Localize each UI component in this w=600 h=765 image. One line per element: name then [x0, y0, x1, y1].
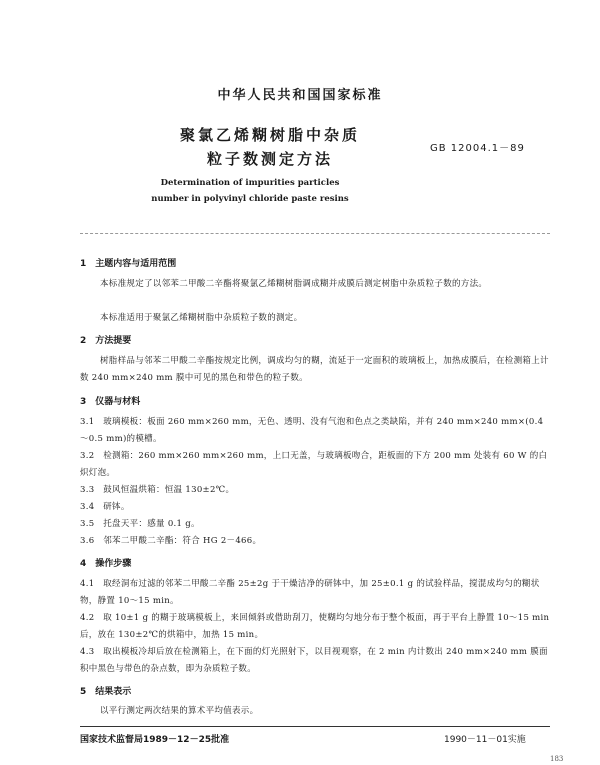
- section-2-paragraph-1: 树脂样品与邻苯二甲酸二辛酯按规定比例，调成均匀的糊，流延于一定面积的玻璃板上，加热成膜后，在检测箱上计数 240 mm×240 mm 膜中可见的黑色和带色的粒子数。: [80, 356, 549, 383]
- standard-title-line1: 聚氯乙烯糊树脂中杂质: [179, 126, 360, 144]
- national-standard-header: 中华人民共和国国家标准: [217, 88, 383, 103]
- section-4-item-1: 4.1 取经洞布过滤的邻苯二甲酸二辛酯 25±2g 于干燥洁净的研钵中，加 25±0.1 g 的试验样品，搅混成均匀的糊状物，静置 10～15 min。: [80, 579, 540, 606]
- section-4-item-2: 4.2 取 10±1 g 的糊于玻璃模板上，来回倾斜或借助刮刀，使糊均匀地分布于整个板面，再于平台上静置 10～15 min 后，放在 130±2℃的烘箱中，加热 15 min。: [80, 613, 550, 640]
- section-3-item-4: 3.4 研钵。: [80, 502, 130, 512]
- section-4-item-3: 4.3 取出模板冷却后放在检测箱上，在下面的灯光照射下，以目视观察，在 2 min 内计数出 240 mm×240 mm 膜面积中黑色与带色的杂点数，即为杂质粒子数。: [80, 647, 548, 674]
- section-3-item-6: 3.6 邻苯二甲酸二辛酯：符合 HG 2－466。: [80, 536, 262, 546]
- page-number: 183: [550, 755, 564, 763]
- section-3-item-2: 3.2 检测箱：260 mm×260 mm×260 mm，上口无盖，与玻璃板吻合，距板面的下方 200 mm 处装有 60 W 的白炽灯泡。: [80, 451, 548, 478]
- english-title-line1: Determination of impurities particles: [160, 178, 340, 188]
- standard-title-line2: 粒子数测定方法: [206, 150, 333, 168]
- english-title-line2: number in polyvinyl chloride paste resins: [151, 194, 349, 204]
- standard-code: GB 12004.1－89: [430, 143, 525, 154]
- section-2-heading: 2 方法提要: [80, 336, 132, 346]
- approval-statement: 国家技术监督局1989－12－25批准: [80, 735, 230, 745]
- section-3-item-1: 3.1 玻璃模板：板面 260 mm×260 mm，无色、透明、没有气泡和色点之类缺陷，并有 240 mm×240 mm×(0.4～0.5 mm)的模槽。: [80, 417, 544, 444]
- top-divider: [80, 233, 550, 234]
- effective-date: 1990－11－01实施: [444, 735, 526, 745]
- section-4-heading: 4 操作步骤: [80, 559, 132, 569]
- section-1-paragraph-1: 本标准规定了以邻苯二甲酸二辛酯将聚氯乙烯糊树脂调成糊并成膜后测定树脂中杂质粒子数的方法。: [100, 279, 488, 289]
- section-3-item-5: 3.5 托盘天平：感量 0.1 g。: [80, 519, 200, 529]
- footer-divider: [80, 726, 550, 727]
- section-1-paragraph-2: 本标准适用于聚氯乙烯糊树脂中杂质粒子数的测定。: [100, 313, 303, 323]
- section-3-heading: 3 仪器与材料: [80, 397, 141, 407]
- section-1-heading: 1 主题内容与适用范围: [80, 259, 177, 269]
- section-5-heading: 5 结果表示: [80, 687, 132, 697]
- section-3-item-3: 3.3 鼓风恒温烘箱：恒温 130±2℃。: [80, 485, 235, 495]
- section-5-paragraph-1: 以平行测定两次结果的算术平均值表示。: [100, 706, 259, 716]
